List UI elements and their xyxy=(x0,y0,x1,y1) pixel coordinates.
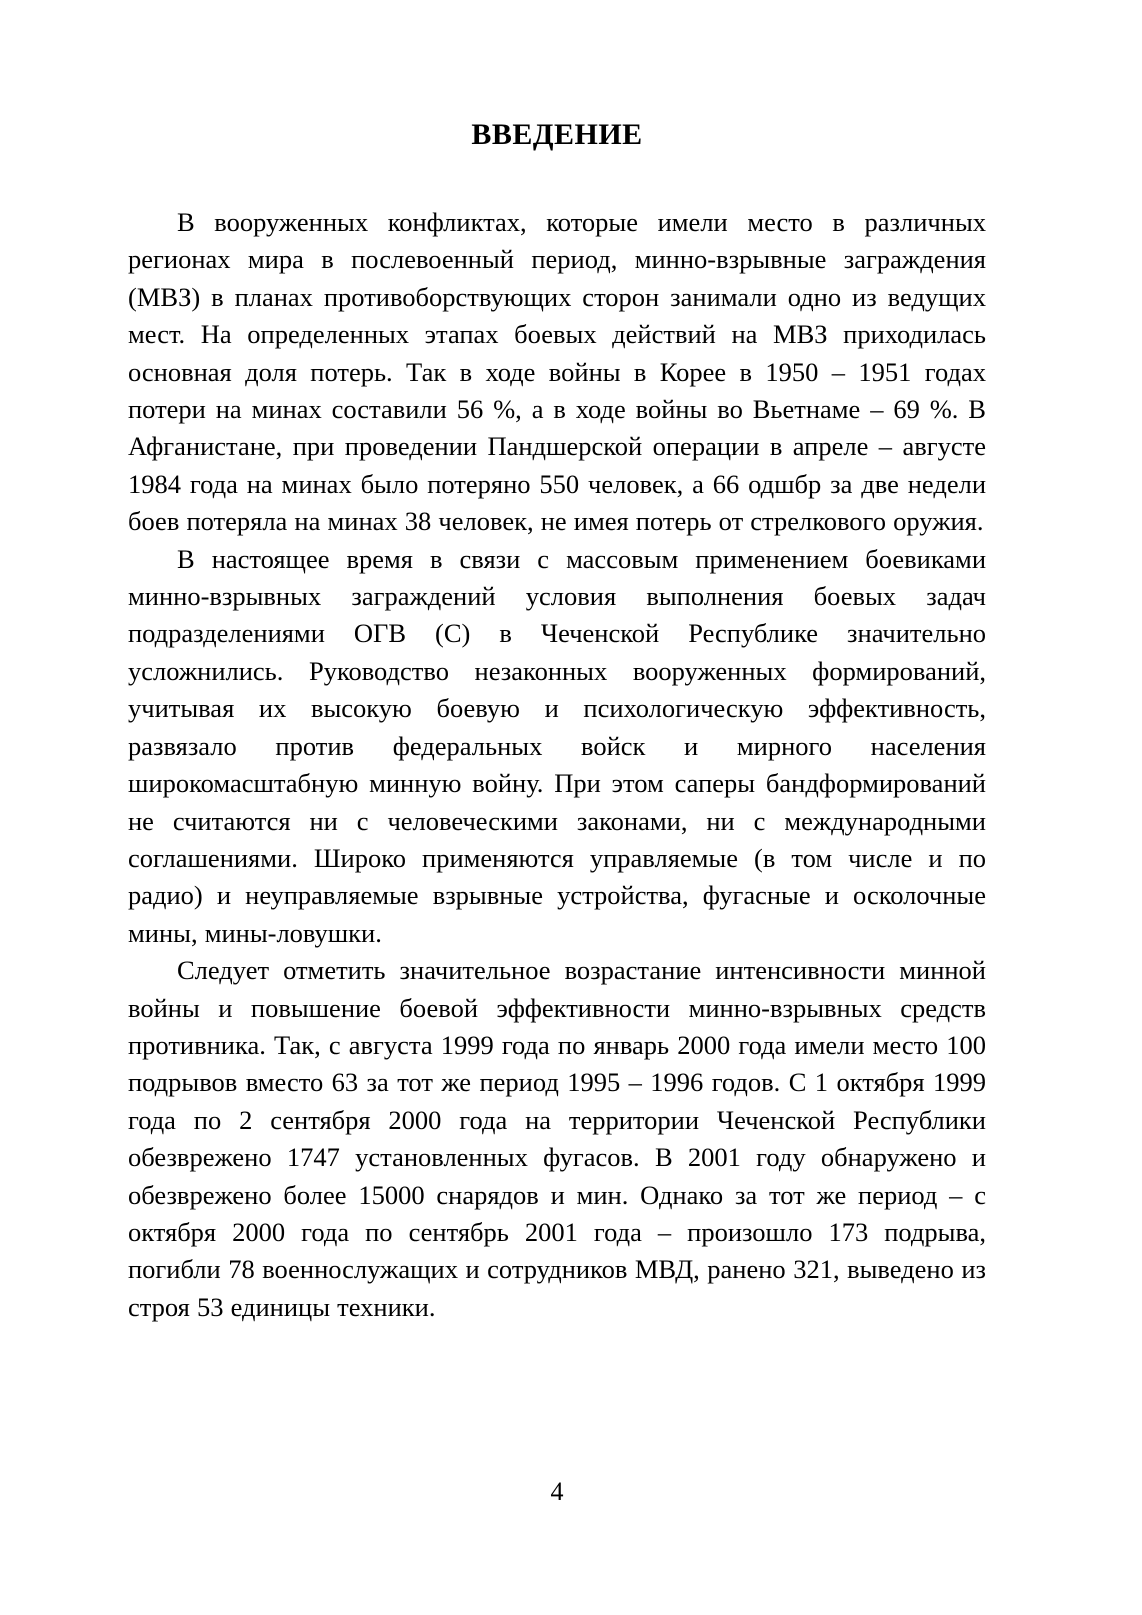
document-body xyxy=(128,204,986,1326)
page-title: ВВЕДЕНИЕ xyxy=(471,118,643,151)
paragraph: В настоящее время в связи с массовым применением боевиками минно-взрывных заграждений условия выполнения боевых задач подразделениями ОГВ (С) в Чеченской Республике значительно усложнились. Руководство незаконных вооруженных формирований, учитывая их высокую боевую и психологическую эффективность, развязало против федеральных войск и мирного населения широкомасштабную минную войну. При этом саперы бандформирований не считаются ни с человеческими законами, ни с международными соглашениями. Широко применяются управляемые (в том числе и по радио) и неуправляемые взрывные устройства, фугасные и осколочные мины, мины-ловушки. xyxy=(128,543,986,948)
paragraph: Следует отметить значительное возрастание интенсивности минной войны и повышение боевой эффективности минно-взрывных средств противника. Так, с августа 1999 года по январь 2000 года имели место 100 подрывов вместо 63 за тот же период 1995 – 1996 годов. С 1 октября 1999 года по 2 сентября 2000 года на территории Чеченской Республики обезврежено 1747 установленных фугасов. В 2001 году обнаружено и обезврежено более 15000 снарядов и мин. Однако за тот же период – с октября 2000 года по сентябрь 2001 года – произошло 173 подрыва, погибли 78 военнослужащих и сотрудников МВД, ранено 321, выведено из строя 53 единицы техники. xyxy=(128,955,986,1322)
page-number: 4 xyxy=(550,1477,564,1506)
paragraph: В вооруженных конфликтах, которые имели место в различных регионах мира в послевоенный период, минно-взрывные заграждения (МВЗ) в планах противоборствующих сторон занимали одно из ведущих мест. На определенных этапах боевых действий на МВЗ приходилась основная доля потерь. Так в ходе войны в Корее в 1950 – 1951 годах потери на минах составили 56 %, а в ходе войны во Вьетнаме – 69 %. В Афганистане, при проведении Пандшерской операции в апреле – августе 1984 года на минах было потеряно 550 человек, а 66 одшбр за две недели боев потеряла на минах 38 человек, не имея потерь от стрелкового оружия. xyxy=(128,207,986,537)
